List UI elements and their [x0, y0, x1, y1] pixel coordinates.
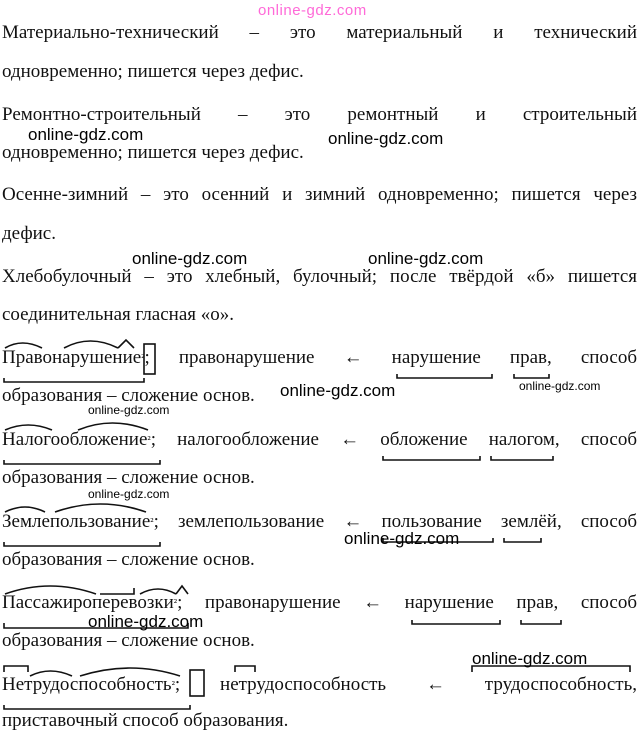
analysis-5-mark: ²: [171, 679, 175, 691]
watermark: online-gdz.com: [88, 612, 204, 631]
analysis-1-rest: ; правонарушение ← нарушение прав, способ: [144, 347, 637, 368]
watermark: online-gdz.com: [519, 379, 601, 393]
analysis-1-mark: ²: [141, 352, 145, 364]
watermark: online-gdz.com: [88, 403, 170, 417]
watermark: online-gdz.com: [28, 125, 144, 144]
analysis-5-line-2: приставочный способ образования.: [2, 710, 289, 731]
prefix-mark: [235, 666, 255, 672]
watermark-top: online-gdz.com: [258, 2, 367, 19]
paragraph-1-line-2: одновременно; пишется через дефис.: [2, 61, 304, 82]
analysis-2-word: Налогообложение: [2, 429, 148, 450]
analysis-4-word: Пассажироперевозки: [2, 592, 174, 613]
paragraph-4-line-2: соединительная гласная «о».: [2, 304, 235, 325]
word-bracket: [504, 538, 541, 542]
word-bracket: [521, 620, 561, 624]
watermark: online-gdz.com: [132, 249, 248, 268]
analysis-5-line-1: [2, 673, 637, 697]
analysis-5-rest: ; нетрудоспособность ← трудоспособность,: [174, 674, 637, 695]
analysis-3-mark: ²: [150, 516, 154, 528]
watermark: online-gdz.com: [280, 381, 396, 400]
watermark: online-gdz.com: [328, 129, 444, 148]
analysis-4-line-2: образования – сложение основ.: [2, 630, 255, 651]
analysis-4-mark: ²: [173, 597, 178, 609]
word-bracket: [491, 456, 553, 460]
word-bracket: [514, 374, 549, 378]
word-bracket: [397, 374, 492, 378]
analysis-3-rest: ; землепользование ← пользование землёй, способ: [153, 511, 637, 532]
analysis-1-line-2: образования – сложение основ.: [2, 385, 255, 406]
paragraph-2-line-2: одновременно; пишется через дефис.: [2, 142, 304, 163]
paragraph-3-line-1: Осенне-зимний – это осенний и зимний одновременно; пишется через: [2, 184, 637, 205]
watermark: online-gdz.com: [344, 529, 460, 548]
analysis-2-mark: ²: [147, 434, 151, 446]
analysis-3-word: Землепользование: [2, 511, 151, 532]
analysis-5-word: Нетрудоспособность: [2, 674, 172, 695]
analysis-2-rest: ; налогообложение ← обложение налогом, способ: [150, 429, 637, 450]
paragraph-4-line-1: Хлебобулочный – это хлебный, булочный; после твёрдой «б» пишется: [2, 266, 637, 287]
stem-bracket: [4, 460, 160, 464]
paragraph-2-line-1: Ремонтно-строительный – это ремонтный и строительный: [2, 104, 637, 125]
analysis-1-word: Правонарушение: [2, 347, 142, 368]
paragraph-3-line-2: дефис.: [2, 223, 56, 244]
analysis-3-line-1: [2, 510, 637, 534]
paragraph-1-line-1: Материально-технический – это материальный и технический: [2, 22, 637, 43]
analysis-1-line-1: [2, 346, 637, 370]
word-bracket: [412, 620, 500, 624]
stem-bracket: [4, 378, 144, 382]
analysis-2-line-1: [2, 428, 637, 452]
watermark: online-gdz.com: [472, 649, 588, 668]
analysis-4-rest: ; правонарушение ← нарушение прав, способ: [177, 592, 637, 613]
stem-bracket: [4, 542, 160, 546]
prefix-mark: [4, 666, 28, 672]
analysis-2-line-2: образования – сложение основ.: [2, 467, 255, 488]
watermark: online-gdz.com: [368, 249, 484, 268]
analysis-3-line-2: образования – сложение основ.: [2, 549, 255, 570]
word-bracket: [383, 456, 480, 460]
watermark: online-gdz.com: [88, 487, 170, 501]
